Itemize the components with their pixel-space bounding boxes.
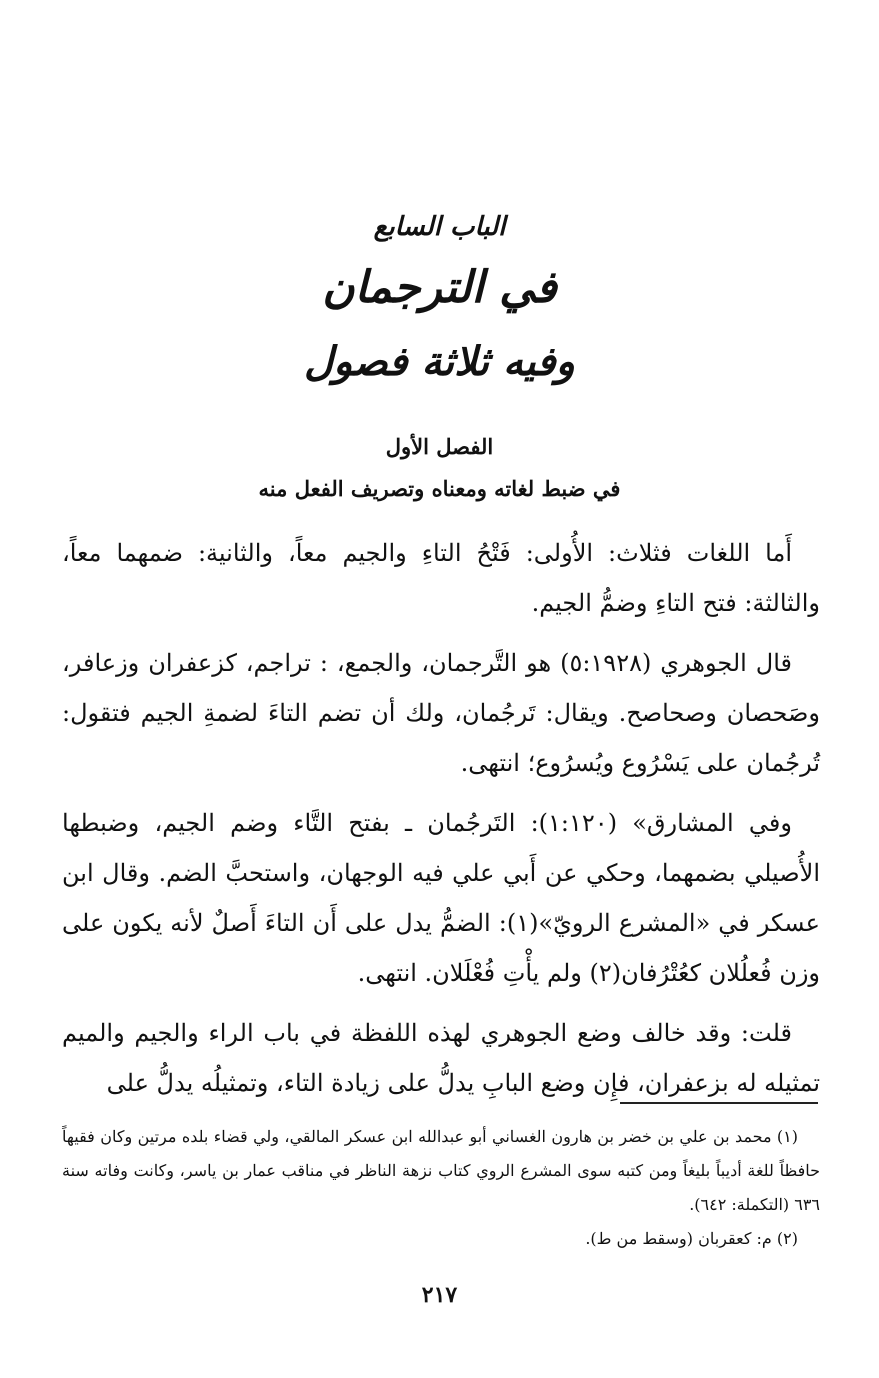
footnote: (١) محمد بن علي بن خضر بن هارون الغساني أبو عبدالله ابن عسكر المالقي، ولي قضاء بلده مرتين وكان فقيهاً حافظاً للغة أديباً بليغاً ومن كتبه سوى المشرع الروي كتاب نزهة الناظر في مناقب عمار بن ياسر، وكانت وفاته سنة ٦٣٦ (التكملة: ٦٤٢). [62, 1127, 820, 1214]
section-title: الفصل الأول [385, 434, 494, 459]
chapter-label: الباب السابع [373, 212, 506, 242]
section-subtitle: في ضبط لغاته ومعناه وتصريف الفعل منه [258, 476, 621, 501]
chapter-title: في الترجمان [322, 262, 557, 313]
paragraph: قلت: وقد خالف وضع الجوهري لهذه اللفظة في باب الراء والجيم والميم تمثيله له بزعفران، فإِن وضع البابِ يدلُّ على زيادة التاء، وتمثيلُه يدلُّ على [62, 1019, 820, 1097]
footnote: (٢) م: كعقربان (وسقط من ط). [585, 1229, 798, 1248]
footnote-divider [620, 1102, 818, 1104]
page-number: ٢١٧ [421, 1282, 458, 1308]
paragraph: أَما اللغات فثلاث: الأُولى: فَتْحُ التاءِ والجيم معاً، والثانية: ضمهما معاً، والثالثة: فتح التاءِ وضمُّ الجيم. [62, 539, 820, 617]
body-text [62, 528, 820, 1118]
footnotes [62, 1120, 820, 1256]
chapter-subtitle: وفيه ثلاثة فصول [304, 338, 575, 385]
paragraph: وفي المشارق» (١:١٢٠): التَرجُمان ـ بفتح التَّاء وضم الجيم، وضبطها الأُصيلي بضمهما، وحكي عن أَبي علي فيه الوجهان، واستحبَّ الضم. وقال ابن عسكر في «المشرع الرويّ»(١): الضمُّ يدل على أَن التاءَ أَصلٌ لأنه يكون على وزن فُعلُلان كعُتْرُفان(٢) ولم يأْتِ فُعْلَلان. انتهى. [62, 809, 820, 987]
paragraph: قال الجوهري (٥:١٩٢٨) هو التَّرجمان، والجمع، : تراجم، كزعفران وزعافر، وصَحصان وصحاصح. ويقال: تَرجُمان، ولك أن تضم التاءَ لضمةِ الجيم فتقول: تُرجُمان على يَسْرُوع ويُسرُوع؛ انتهى. [62, 649, 821, 777]
